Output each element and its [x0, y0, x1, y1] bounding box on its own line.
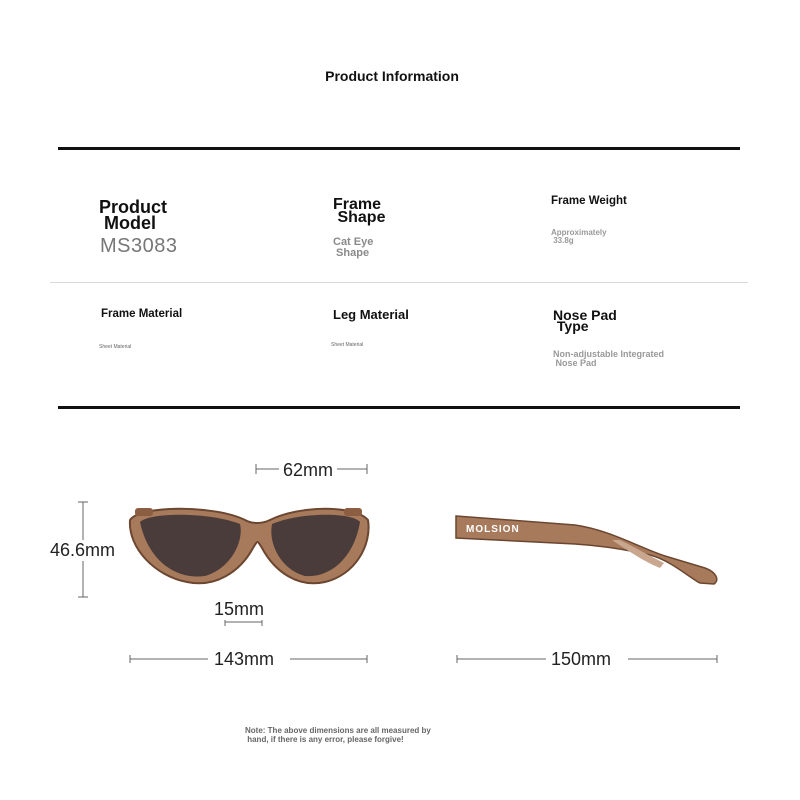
- frame-shape-value: Cat Eye Shape: [333, 236, 374, 259]
- leg-material-label: Leg Material: [333, 307, 409, 322]
- lens-width-label: 62mm: [279, 460, 337, 481]
- product-model-value: MS3083: [100, 235, 178, 257]
- nose-pad-type-label: Nose Pad Type: [553, 307, 617, 334]
- frame-material-value: Sheet Material: [99, 344, 132, 350]
- glasses-front-view: [130, 508, 369, 583]
- frame-width-label: 143mm: [210, 649, 278, 670]
- frame-weight-label: Frame Weight: [551, 195, 627, 207]
- brand-logo: MOLSION: [466, 524, 520, 535]
- lens-height-label: 46.6mm: [46, 540, 119, 561]
- temple-length-label: 150mm: [547, 649, 615, 670]
- product-model-label: Product Model: [99, 197, 168, 233]
- frame-shape-label: Frame Shape: [333, 196, 386, 226]
- measurement-note: Note: The above dimensions are all measured by hand, if there is any error, please forgive!: [245, 726, 431, 744]
- bridge-width-label: 15mm: [210, 599, 268, 620]
- frame-material-label: Frame Material: [101, 308, 183, 320]
- nose-pad-type-value: Non-adjustable Integrated Nose Pad: [553, 349, 665, 368]
- leg-material-value: Sheet Material: [331, 342, 364, 348]
- frame-weight-value: Approximately 33.8g: [551, 228, 607, 245]
- page-title: Product Information: [325, 68, 459, 84]
